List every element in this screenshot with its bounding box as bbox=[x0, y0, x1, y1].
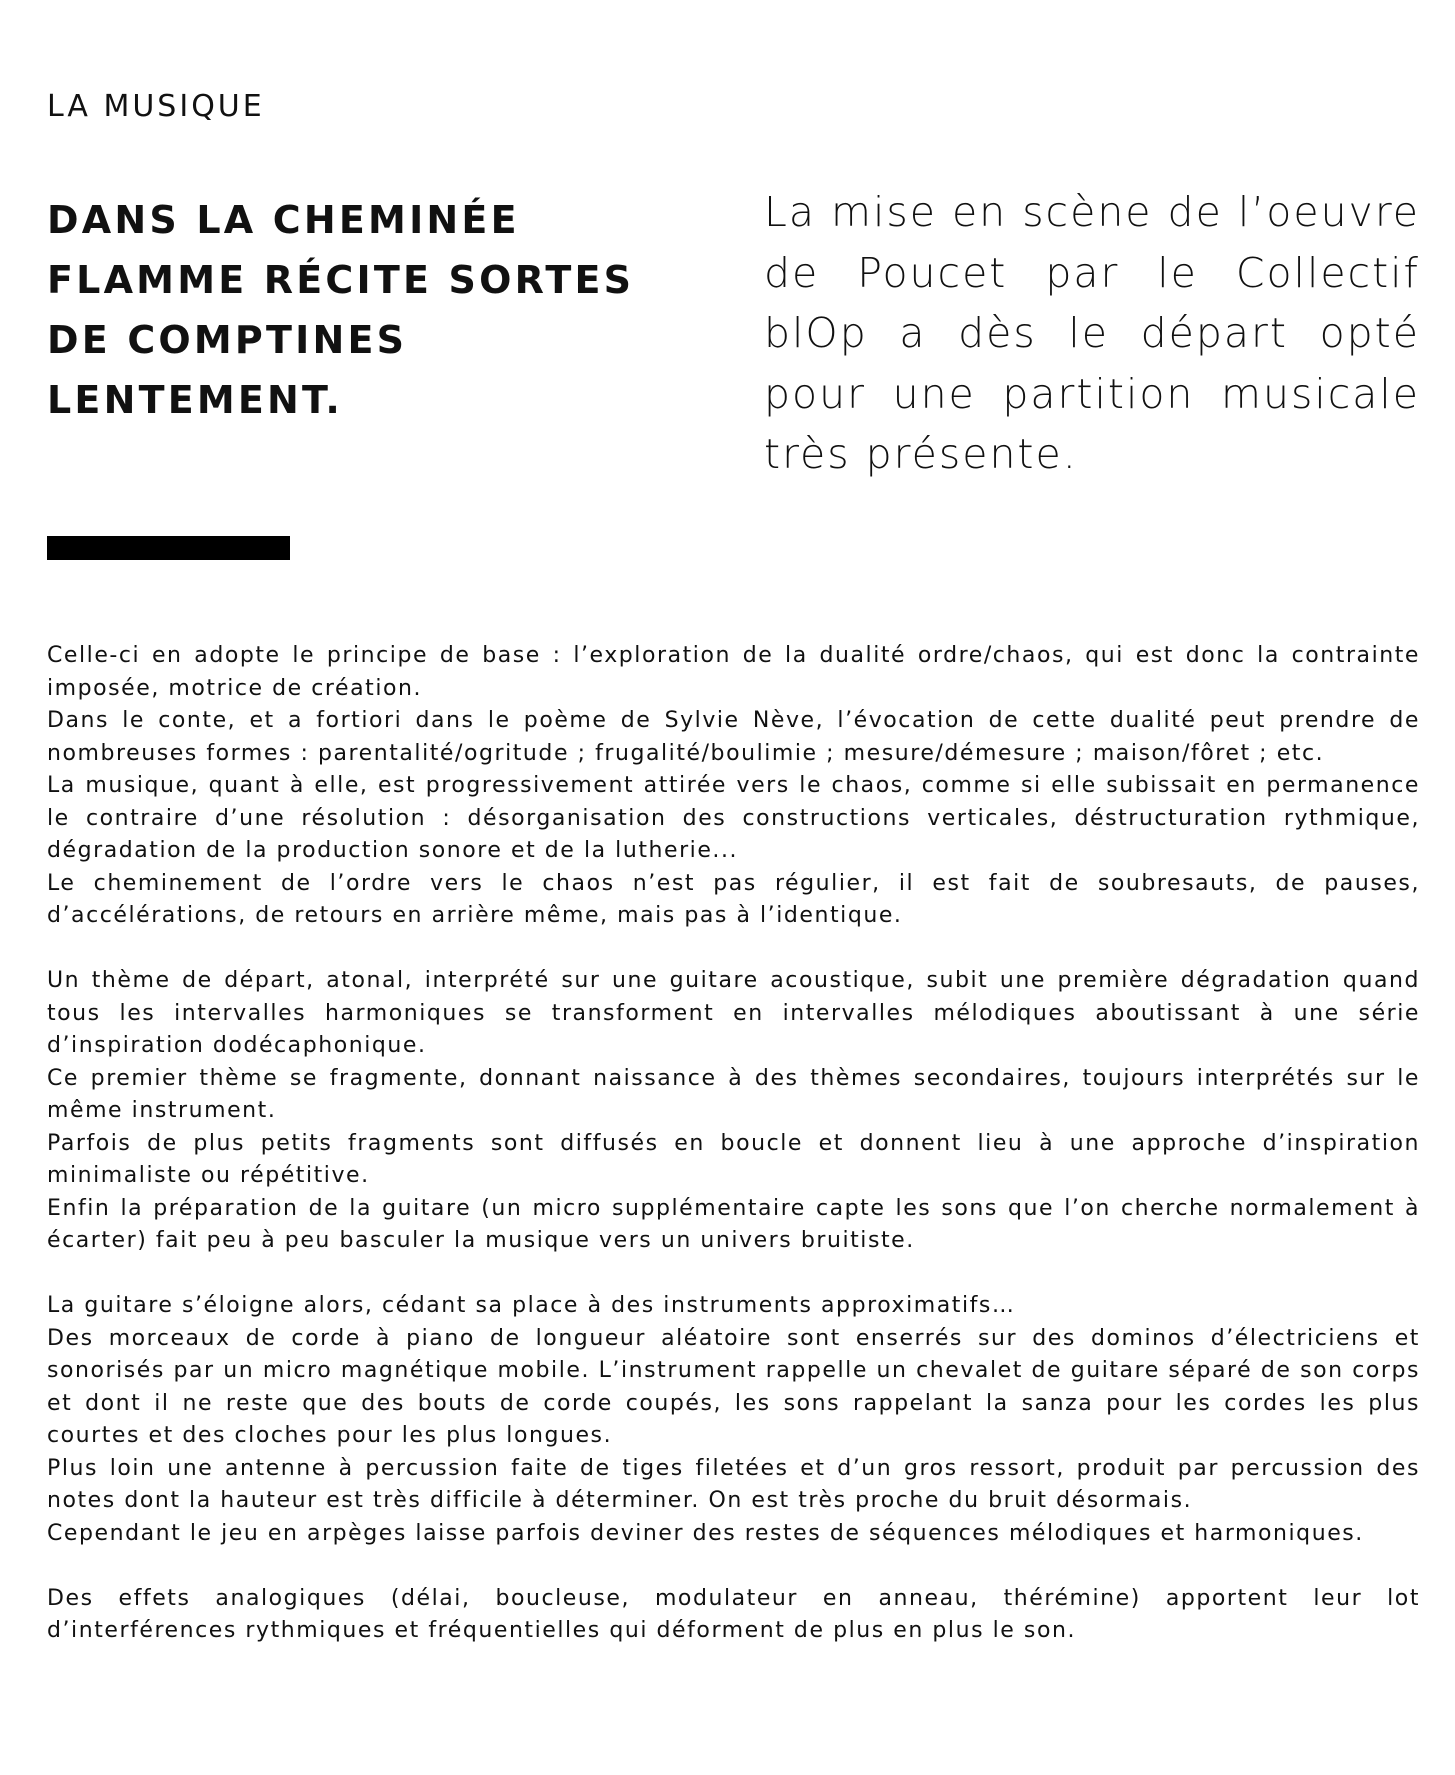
body-paragraph: Des effets analogiques (délai, boucleuse, modulateur en anneau, thérémine) apportent leur lot d’interférences rythmiques et fréquentielles qui déforment de plus en plus le son. bbox=[47, 1585, 1420, 1643]
body-paragraph: La guitare s’éloigne alors, cédant sa place à des instruments approximatifs… bbox=[47, 1293, 1016, 1318]
body-paragraph: Cependant le jeu en arpèges laisse parfois deviner des restes de séquences mélodiques et harmoniques. bbox=[47, 1520, 1364, 1546]
body-paragraph: Parfois de plus petits fragments sont diffusés en boucle et donnent lieu à une approche d’inspiration minimaliste ou répétitive. bbox=[47, 1130, 1420, 1188]
paragraph-group-3 bbox=[47, 1290, 1420, 1550]
body-text bbox=[47, 640, 1420, 1680]
headline: DANS LA CHEMINÉE FLAMME RÉCITE SORTES DE COMPTINES LENTEMENT. bbox=[47, 198, 635, 422]
paragraph-group-1 bbox=[47, 640, 1420, 933]
body-paragraph: Ce premier thème se fragmente, donnant naissance à des thèmes secondaires, toujours interprétés sur le même instrument. bbox=[47, 1065, 1420, 1123]
decorative-rule bbox=[47, 536, 290, 560]
paragraph-group-2 bbox=[47, 965, 1420, 1258]
body-paragraph: Un thème de départ, atonal, interprété sur une guitare acoustique, subit une première dégradation quand tous les intervalles harmoniques se transforment en intervalles mélodiques aboutissant à une série d’inspiration dodécaphonique. bbox=[47, 968, 1420, 1058]
body-paragraph: La musique, quant à elle, est progressivement attirée vers le chaos, comme si elle subissait en permanence le contraire d’une résolution : désorganisation des constructions verticales, déstructuration rythmique, dégradation de la production sonore et de la lutherie... bbox=[47, 773, 1420, 863]
body-paragraph: Des morceaux de corde à piano de longueur aléatoire sont enserrés sur des dominos d’électriciens et sonorisés par un micro magnétique mobile. L’instrument rappelle un chevalet de guitare séparé de son corps et dont il ne reste que des bouts de corde coupés, les sons rappelant la sanza pour les cordes les plus courtes et des cloches pour les plus longues. bbox=[47, 1325, 1420, 1448]
section-label: LA MUSIQUE bbox=[47, 89, 265, 124]
body-paragraph: Dans le conte, et a fortiori dans le poème de Sylvie Nève, l’évocation de cette dualité peut prendre de nombreuses formes : parentalité/ogritude ; frugalité/boulimie ; mesure/démesure ; maison/fôret ; etc. bbox=[47, 708, 1420, 766]
lede-paragraph: La mise en scène de l’oeuvre de Poucet par le Collectif blOp a dès le départ opté pour une partition musicale très présente. bbox=[764, 188, 1421, 478]
body-paragraph: Plus loin une antenne à percussion faite de tiges filetées et d’un gros ressort, produit par percussion des notes dont la hauteur est très difficile à déterminer. On est très proche du bruit désormais. bbox=[47, 1455, 1420, 1513]
body-paragraph: Celle-ci en adopte le principe de base : l’exploration de la dualité ordre/chaos, qui est donc la contrainte imposée, motrice de création. bbox=[47, 643, 1420, 701]
body-paragraph: Enfin la préparation de la guitare (un micro supplémentaire capte les sons que l’on cherche normalement à écarter) fait peu à peu basculer la musique vers un univers bruitiste. bbox=[47, 1195, 1420, 1253]
paragraph-group-4 bbox=[47, 1583, 1420, 1648]
body-paragraph: Le cheminement de l’ordre vers le chaos n’est pas régulier, il est fait de soubresauts, de pauses, d’accélérations, de retours en arrière même, mais pas à l’identique. bbox=[47, 870, 1420, 928]
